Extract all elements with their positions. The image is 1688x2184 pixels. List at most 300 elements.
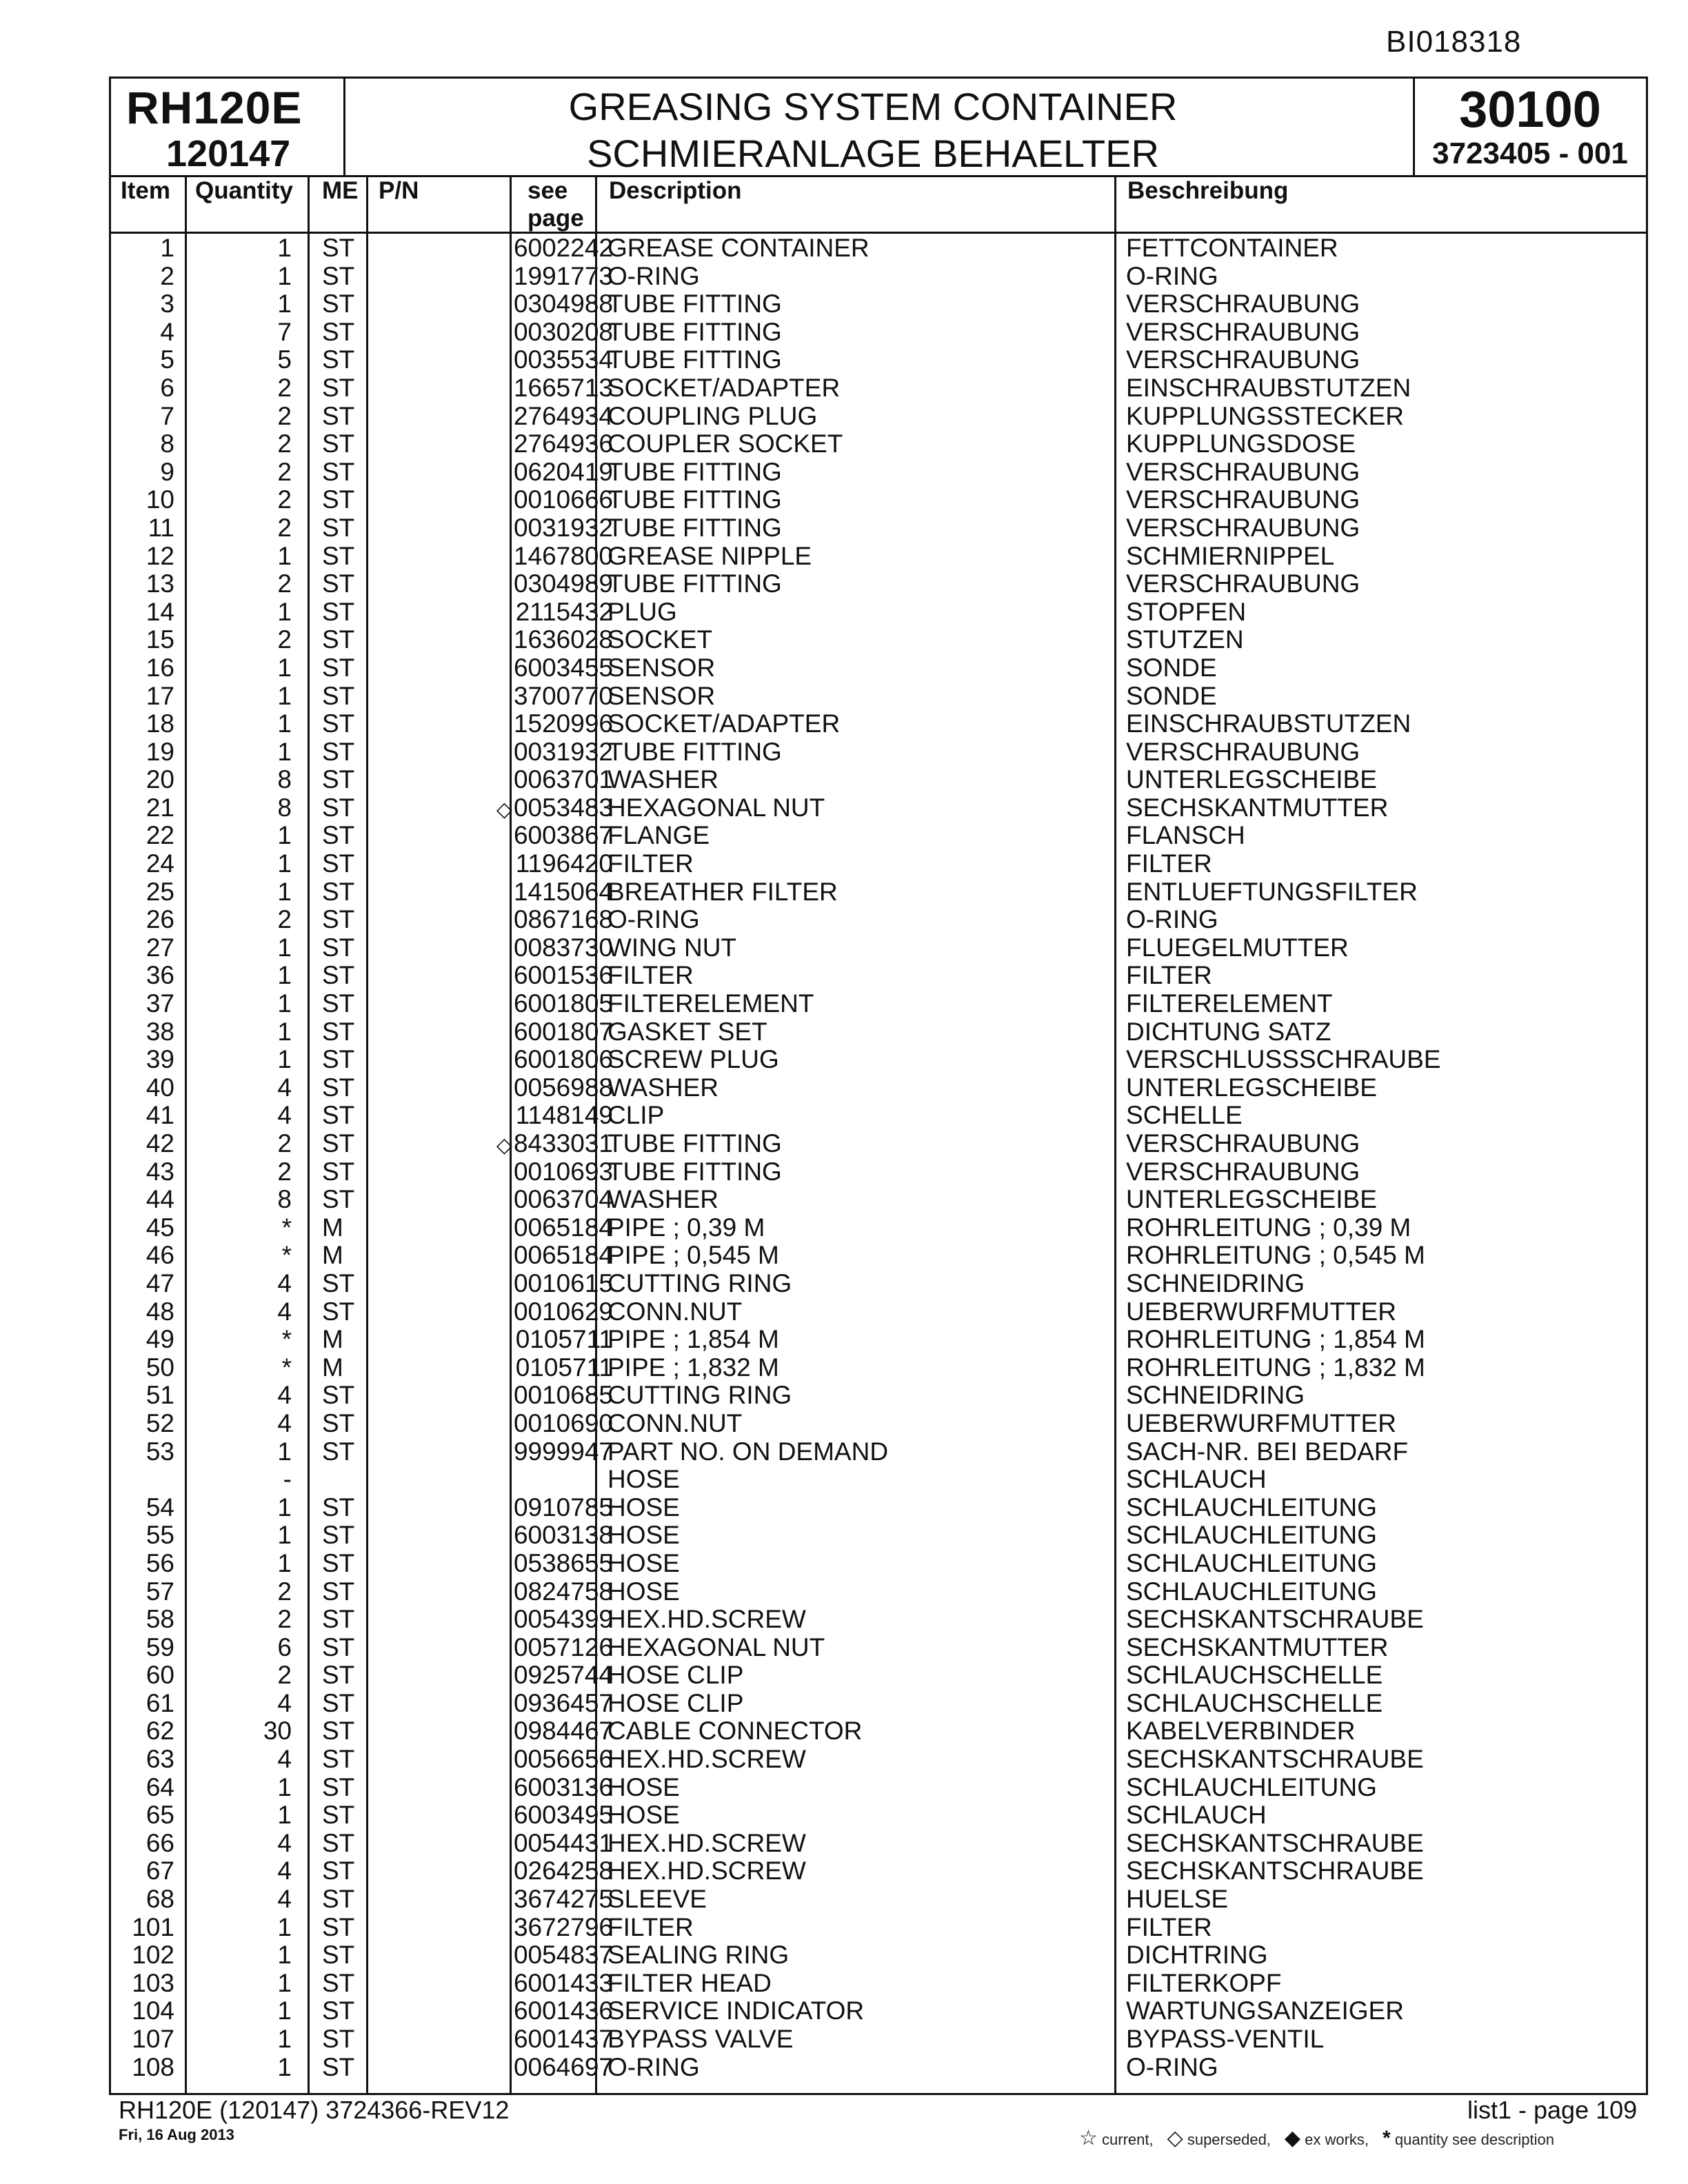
item-cell: 7 <box>160 401 174 430</box>
description-cell: TUBE FITTING <box>607 737 782 766</box>
part-number-cell <box>370 1690 613 1718</box>
table-row <box>111 1857 1646 1885</box>
quantity-cell: 1 <box>277 2025 292 2053</box>
description-cell: SENSOR <box>607 681 716 710</box>
description-cell: O-RING <box>607 2052 700 2081</box>
item-cell: 101 <box>132 1912 174 1941</box>
table-row <box>111 1270 1646 1298</box>
part-number-cell <box>370 626 613 654</box>
part-number: 0010629 <box>513 1297 613 1326</box>
description-cell: FILTER <box>607 961 694 990</box>
beschreibung-cell: SCHNEIDRING <box>1126 1381 1305 1410</box>
part-number: 0010615 <box>513 1268 613 1297</box>
unit-cell: ST <box>322 2052 355 2081</box>
part-number-cell <box>370 654 613 682</box>
quantity-cell: 1 <box>277 821 292 850</box>
unit-cell: ST <box>322 1801 355 1830</box>
description-cell: WASHER <box>607 1185 719 1214</box>
description-cell: TUBE FITTING <box>607 485 782 514</box>
item-cell: 68 <box>145 1885 174 1914</box>
item-cell: 51 <box>145 1381 174 1410</box>
table-row <box>111 1214 1646 1242</box>
description-cell: SERVICE INDICATOR <box>607 1996 865 2025</box>
beschreibung-cell: ROHRLEITUNG ; 0,39 M <box>1126 1213 1411 1242</box>
part-number: 0054837 <box>513 1941 613 1970</box>
quantity-cell: 5 <box>277 345 292 374</box>
beschreibung-cell: O-RING <box>1126 905 1218 934</box>
quantity-cell: 1 <box>277 709 292 738</box>
description-cell: WASHER <box>607 765 719 794</box>
table-row <box>111 1578 1646 1606</box>
unit-cell: ST <box>322 234 355 262</box>
table-row <box>111 1438 1646 1466</box>
item-cell: 22 <box>145 821 174 850</box>
part-number: 0936457 <box>513 1688 613 1717</box>
unit-cell: ST <box>322 933 355 962</box>
unit-cell: M <box>322 1213 343 1242</box>
part-number-cell <box>370 1941 613 1970</box>
description-cell: WING NUT <box>607 933 737 962</box>
part-number-cell <box>370 2025 613 2054</box>
quantity-cell: 1 <box>277 1437 292 1466</box>
beschreibung-cell: UNTERLEGSCHEIBE <box>1126 1185 1377 1214</box>
part-number-cell <box>370 682 613 711</box>
table-row <box>111 878 1646 907</box>
table-row <box>111 1382 1646 1410</box>
quantity-cell: 1 <box>277 989 292 1018</box>
unit-cell: M <box>322 1241 343 1270</box>
quantity-cell: 2 <box>277 513 292 542</box>
quantity-cell: 1 <box>277 261 292 290</box>
part-number-cell <box>370 1130 613 1160</box>
quantity-cell: 4 <box>277 1073 292 1102</box>
part-number-cell <box>370 1494 613 1522</box>
part-number-cell <box>370 543 613 571</box>
beschreibung-cell: VERSCHLUSSSCHRAUBE <box>1126 1045 1441 1074</box>
item-cell: 38 <box>145 1017 174 1046</box>
description-cell: BREATHER FILTER <box>607 877 838 906</box>
unit-cell: ST <box>322 1157 355 1186</box>
unit-cell: ST <box>322 373 355 402</box>
part-number: 6003136 <box>513 1772 613 1801</box>
description-cell: FILTER <box>607 1912 694 1941</box>
beschreibung-cell: SECHSKANTSCHRAUBE <box>1126 1745 1424 1774</box>
item-cell: 15 <box>145 625 174 654</box>
item-cell: 102 <box>132 1941 174 1970</box>
description-cell: PIPE ; 1,854 M <box>607 1325 779 1354</box>
item-cell: 19 <box>145 737 174 766</box>
unit-cell: ST <box>322 905 355 934</box>
part-number-cell <box>370 1885 613 1914</box>
table-row <box>111 1326 1646 1354</box>
table-row <box>111 1997 1646 2025</box>
beschreibung-cell: VERSCHRAUBUNG <box>1126 513 1360 542</box>
part-number: 0264258 <box>513 1857 613 1885</box>
beschreibung-cell: FILTERELEMENT <box>1126 989 1333 1018</box>
description-cell: SOCKET <box>607 625 713 654</box>
unit-cell: M <box>322 1325 343 1354</box>
part-number-cell <box>370 1830 613 1858</box>
unit-cell: ST <box>322 793 355 822</box>
unit-cell: ST <box>322 1017 355 1046</box>
quantity-cell: 1 <box>277 1968 292 1997</box>
beschreibung-cell: ROHRLEITUNG ; 1,832 M <box>1126 1353 1425 1382</box>
part-number: 0065184 <box>513 1213 613 1242</box>
item-cell: 26 <box>145 905 174 934</box>
part-number: 6003138 <box>513 1521 613 1550</box>
unit-cell: ST <box>322 1772 355 1801</box>
part-number: 6003455 <box>513 653 613 682</box>
part-number: 0010666 <box>513 485 613 514</box>
col-header-see-page <box>528 177 584 232</box>
unit-cell: ST <box>322 989 355 1018</box>
unit-cell: ST <box>322 1857 355 1885</box>
part-number-cell <box>370 1438 613 1466</box>
description-cell: SOCKET/ADAPTER <box>607 373 841 402</box>
star-outline-icon: ☆ <box>1079 2127 1098 2150</box>
footer-date: Fri, 16 Aug 2013 <box>119 2126 234 2143</box>
quantity-cell: 4 <box>277 1688 292 1717</box>
part-number: 0010690 <box>513 1408 613 1437</box>
part-number-cell <box>370 514 613 543</box>
part-number-cell <box>370 290 613 318</box>
unit-cell: ST <box>322 261 355 290</box>
unit-cell: ST <box>322 625 355 654</box>
beschreibung-cell: SCHMIERNIPPEL <box>1126 541 1335 570</box>
beschreibung-cell: VERSCHRAUBUNG <box>1126 345 1360 374</box>
part-number-cell <box>370 1997 613 2025</box>
description-cell: TUBE FITTING <box>607 345 782 374</box>
part-number: 6002242 <box>513 234 613 262</box>
item-cell: 12 <box>145 541 174 570</box>
description-cell: HEXAGONAL NUT <box>607 793 825 822</box>
beschreibung-cell: VERSCHRAUBUNG <box>1126 485 1360 514</box>
legend-text: current, <box>1102 2131 1154 2148</box>
item-cell: 5 <box>160 345 174 374</box>
part-number-cell <box>370 934 613 962</box>
description-cell: PART NO. ON DEMAND <box>607 1437 889 1466</box>
table-row <box>111 598 1646 627</box>
item-cell: 44 <box>145 1185 174 1214</box>
quantity-cell: 2 <box>277 457 292 486</box>
unit-cell: ST <box>322 1996 355 2025</box>
quantity-cell: 2 <box>277 905 292 934</box>
item-cell: 108 <box>132 2052 174 2081</box>
part-number: 6003867 <box>513 821 613 850</box>
diamond-filled-icon: ◆ <box>1284 2127 1300 2150</box>
part-number-cell <box>370 1746 613 1774</box>
quantity-cell: 1 <box>277 849 292 878</box>
unit-cell: ST <box>322 1577 355 1606</box>
item-cell: 67 <box>145 1857 174 1885</box>
col-header-item: Item <box>121 177 170 204</box>
table-row <box>111 1746 1646 1774</box>
quantity-cell: 1 <box>277 737 292 766</box>
beschreibung-cell: SECHSKANTSCHRAUBE <box>1126 1605 1424 1634</box>
item-cell: 49 <box>145 1325 174 1354</box>
description-cell: FILTER HEAD <box>607 1968 772 1997</box>
part-number-cell <box>370 1914 613 1942</box>
part-number: 6001805 <box>513 989 613 1018</box>
table-row <box>111 234 1646 263</box>
beschreibung-cell: SCHLAUCHLEITUNG <box>1126 1548 1377 1577</box>
table-row <box>111 1521 1646 1550</box>
table-row <box>111 2054 1646 2082</box>
item-cell: 17 <box>145 681 174 710</box>
table-row <box>111 1242 1646 1270</box>
quantity-cell: 1 <box>277 2052 292 2081</box>
table-row <box>111 1634 1646 1662</box>
table-row <box>111 486 1646 514</box>
beschreibung-cell: DICHTRING <box>1126 1941 1268 1970</box>
unit-cell: ST <box>322 401 355 430</box>
quantity-cell: 8 <box>277 1185 292 1214</box>
beschreibung-cell: SECHSKANTSCHRAUBE <box>1126 1828 1424 1857</box>
description-cell: CONN.NUT <box>607 1297 743 1326</box>
part-number: 3672796 <box>513 1912 613 1941</box>
table-row <box>111 962 1646 990</box>
part-number-cell <box>370 990 613 1018</box>
part-number: 0053483 <box>513 793 613 822</box>
item-cell: 36 <box>145 961 174 990</box>
part-number-cell <box>370 906 613 934</box>
part-number: 8433031 <box>513 1129 613 1157</box>
quantity-cell: 1 <box>277 597 292 626</box>
part-number: 6001806 <box>513 1045 613 1074</box>
item-cell: 4 <box>160 317 174 346</box>
description-cell: FILTERELEMENT <box>607 989 814 1018</box>
item-cell: 56 <box>145 1548 174 1577</box>
item-cell: 52 <box>145 1408 174 1437</box>
description-cell: WASHER <box>607 1073 719 1102</box>
item-cell: 8 <box>160 429 174 458</box>
table-row <box>111 263 1646 291</box>
table-row <box>111 1074 1646 1102</box>
quantity-cell: 4 <box>277 1297 292 1326</box>
beschreibung-cell: STUTZEN <box>1126 625 1244 654</box>
part-number-cell <box>370 430 613 458</box>
drawing-number: 3723405 - 001 <box>1432 136 1628 170</box>
quantity-cell: 1 <box>277 1912 292 1941</box>
table-row <box>111 1298 1646 1326</box>
description-cell: TUBE FITTING <box>607 513 782 542</box>
unit-cell: ST <box>322 1297 355 1326</box>
part-number-cell <box>370 1298 613 1326</box>
quantity-cell: 4 <box>277 1381 292 1410</box>
part-number: 0105711 <box>515 1325 613 1354</box>
beschreibung-cell: UNTERLEGSCHEIBE <box>1126 1073 1377 1102</box>
item-cell: 50 <box>145 1353 174 1382</box>
part-number: 6001437 <box>513 2025 613 2053</box>
footer-page: list1 - page 109 <box>1467 2096 1638 2124</box>
beschreibung-cell: VERSCHRAUBUNG <box>1126 569 1360 598</box>
part-number-cell <box>370 1046 613 1074</box>
unit-cell: ST <box>322 513 355 542</box>
beschreibung-cell: SCHLAUCH <box>1126 1465 1267 1494</box>
part-number-cell <box>370 850 613 878</box>
description-cell: PIPE ; 0,39 M <box>607 1213 765 1242</box>
beschreibung-cell: WARTUNGSANZEIGER <box>1126 1996 1404 2025</box>
beschreibung-cell: DICHTUNG SATZ <box>1126 1017 1332 1046</box>
beschreibung-cell: SCHLAUCHLEITUNG <box>1126 1772 1377 1801</box>
quantity-cell: * <box>281 1353 292 1382</box>
beschreibung-cell: SECHSKANTSCHRAUBE <box>1126 1857 1424 1885</box>
unit-cell: ST <box>322 1185 355 1214</box>
description-cell: GREASE CONTAINER <box>607 234 870 262</box>
unit-cell: ST <box>322 345 355 374</box>
part-number: 6003495 <box>513 1801 613 1830</box>
table-row <box>111 1941 1646 1970</box>
item-cell: 20 <box>145 765 174 794</box>
item-cell: 57 <box>145 1577 174 1606</box>
part-number: 1148149 <box>515 1101 613 1130</box>
col-header-quantity: Quantity <box>195 177 293 204</box>
unit-cell: ST <box>322 961 355 990</box>
quantity-cell: 1 <box>277 1521 292 1550</box>
quantity-cell: 8 <box>277 765 292 794</box>
part-number-cell <box>370 2054 613 2082</box>
part-number: 1196420 <box>515 849 613 878</box>
unit-cell: ST <box>322 569 355 598</box>
unit-cell: ST <box>322 317 355 346</box>
description-cell: HOSE <box>607 1521 680 1550</box>
beschreibung-cell: O-RING <box>1126 261 1218 290</box>
description-cell: HOSE <box>607 1465 680 1494</box>
part-number-cell <box>370 1270 613 1298</box>
part-number: 6001436 <box>513 1996 613 2025</box>
quantity-cell: 1 <box>277 933 292 962</box>
quantity-cell: 2 <box>277 373 292 402</box>
beschreibung-cell: KUPPLUNGSDOSE <box>1126 429 1356 458</box>
table-row <box>111 1494 1646 1522</box>
beschreibung-cell: SCHNEIDRING <box>1126 1268 1305 1297</box>
part-number-cell <box>370 234 613 263</box>
unit-cell: ST <box>322 1381 355 1410</box>
quantity-cell: 2 <box>277 1129 292 1157</box>
part-number: 0054399 <box>513 1605 613 1634</box>
legend-entry <box>1284 2127 1376 2150</box>
quantity-cell: 1 <box>277 1017 292 1046</box>
item-cell: 48 <box>145 1297 174 1326</box>
unit-cell: ST <box>322 290 355 318</box>
item-cell: 62 <box>145 1717 174 1746</box>
quantity-cell: 8 <box>277 793 292 822</box>
table-row <box>111 654 1646 682</box>
description-cell: SOCKET/ADAPTER <box>607 709 841 738</box>
beschreibung-cell: BYPASS-VENTIL <box>1126 2025 1325 2053</box>
part-number-cell <box>370 1606 613 1634</box>
item-cell: 60 <box>145 1661 174 1690</box>
unit-cell: ST <box>322 429 355 458</box>
unit-cell: ST <box>322 457 355 486</box>
table-row <box>111 766 1646 794</box>
beschreibung-cell: SECHSKANTMUTTER <box>1126 1632 1389 1661</box>
table-row <box>111 1018 1646 1046</box>
part-number-cell <box>370 1186 613 1214</box>
beschreibung-cell: SECHSKANTMUTTER <box>1126 793 1389 822</box>
unit-cell: M <box>322 1353 343 1382</box>
beschreibung-cell: HUELSE <box>1126 1885 1229 1914</box>
item-cell: 3 <box>160 290 174 318</box>
description-cell: CABLE CONNECTOR <box>607 1717 863 1746</box>
table-row <box>111 1186 1646 1214</box>
beschreibung-cell: UEBERWURFMUTTER <box>1126 1297 1396 1326</box>
asterisk-icon: * <box>1383 2127 1391 2150</box>
table-row <box>111 1830 1646 1858</box>
table-row <box>111 543 1646 571</box>
legend-entry <box>1383 2127 1561 2150</box>
quantity-cell: 1 <box>277 541 292 570</box>
table-row <box>111 318 1646 347</box>
parts-list-frame <box>109 77 1648 2095</box>
quantity-cell: 2 <box>277 1661 292 1690</box>
item-cell: 46 <box>145 1241 174 1270</box>
description-cell: HEX.HD.SCREW <box>607 1857 806 1885</box>
unit-cell: ST <box>322 765 355 794</box>
col-header-see: see <box>528 177 568 204</box>
description-cell: TUBE FITTING <box>607 290 782 318</box>
part-number-cell <box>370 1634 613 1662</box>
quantity-cell: - <box>283 1465 292 1494</box>
legend-text: superseded, <box>1187 2131 1271 2148</box>
description-cell: CONN.NUT <box>607 1408 743 1437</box>
quantity-cell: 1 <box>277 961 292 990</box>
quantity-cell: 2 <box>277 429 292 458</box>
quantity-cell: 2 <box>277 485 292 514</box>
table-row <box>111 1801 1646 1830</box>
quantity-cell: 1 <box>277 1548 292 1577</box>
description-cell: BYPASS VALVE <box>607 2025 794 2053</box>
part-number: 0010693 <box>513 1157 613 1186</box>
part-number: 0056656 <box>513 1745 613 1774</box>
description-cell: SENSOR <box>607 653 716 682</box>
part-number: 6001536 <box>513 961 613 990</box>
item-cell: 37 <box>145 989 174 1018</box>
table-row <box>111 290 1646 318</box>
part-number: 0065184 <box>513 1241 613 1270</box>
unit-cell: ST <box>322 1548 355 1577</box>
item-cell: 103 <box>132 1968 174 1997</box>
unit-cell: ST <box>322 1661 355 1690</box>
description-cell: TUBE FITTING <box>607 317 782 346</box>
description-cell: HEX.HD.SCREW <box>607 1745 806 1774</box>
part-number-cell <box>370 1857 613 1885</box>
beschreibung-cell: VERSCHRAUBUNG <box>1126 737 1360 766</box>
part-number-cell <box>370 403 613 431</box>
part-number: 0030208 <box>513 317 613 346</box>
part-number-cell <box>370 794 613 825</box>
item-cell: 40 <box>145 1073 174 1102</box>
part-number: 0824758 <box>513 1577 613 1606</box>
beschreibung-cell: FLANSCH <box>1126 821 1245 850</box>
part-number-cell <box>370 1214 613 1242</box>
unit-cell: ST <box>322 1073 355 1102</box>
beschreibung-cell: FLUEGELMUTTER <box>1126 933 1349 962</box>
unit-cell: ST <box>322 2025 355 2053</box>
part-number: 0035534 <box>513 345 613 374</box>
unit-cell: ST <box>322 709 355 738</box>
item-cell: 21 <box>145 793 174 822</box>
unit-cell: ST <box>322 1745 355 1774</box>
beschreibung-cell: SCHLAUCHSCHELLE <box>1126 1661 1383 1690</box>
table-row <box>111 1466 1646 1494</box>
unit-cell: ST <box>322 1268 355 1297</box>
item-cell: 42 <box>145 1129 174 1157</box>
table-row <box>111 1550 1646 1578</box>
description-cell: HOSE <box>607 1772 680 1801</box>
part-number-cell <box>370 570 613 598</box>
quantity-cell: 1 <box>277 1772 292 1801</box>
